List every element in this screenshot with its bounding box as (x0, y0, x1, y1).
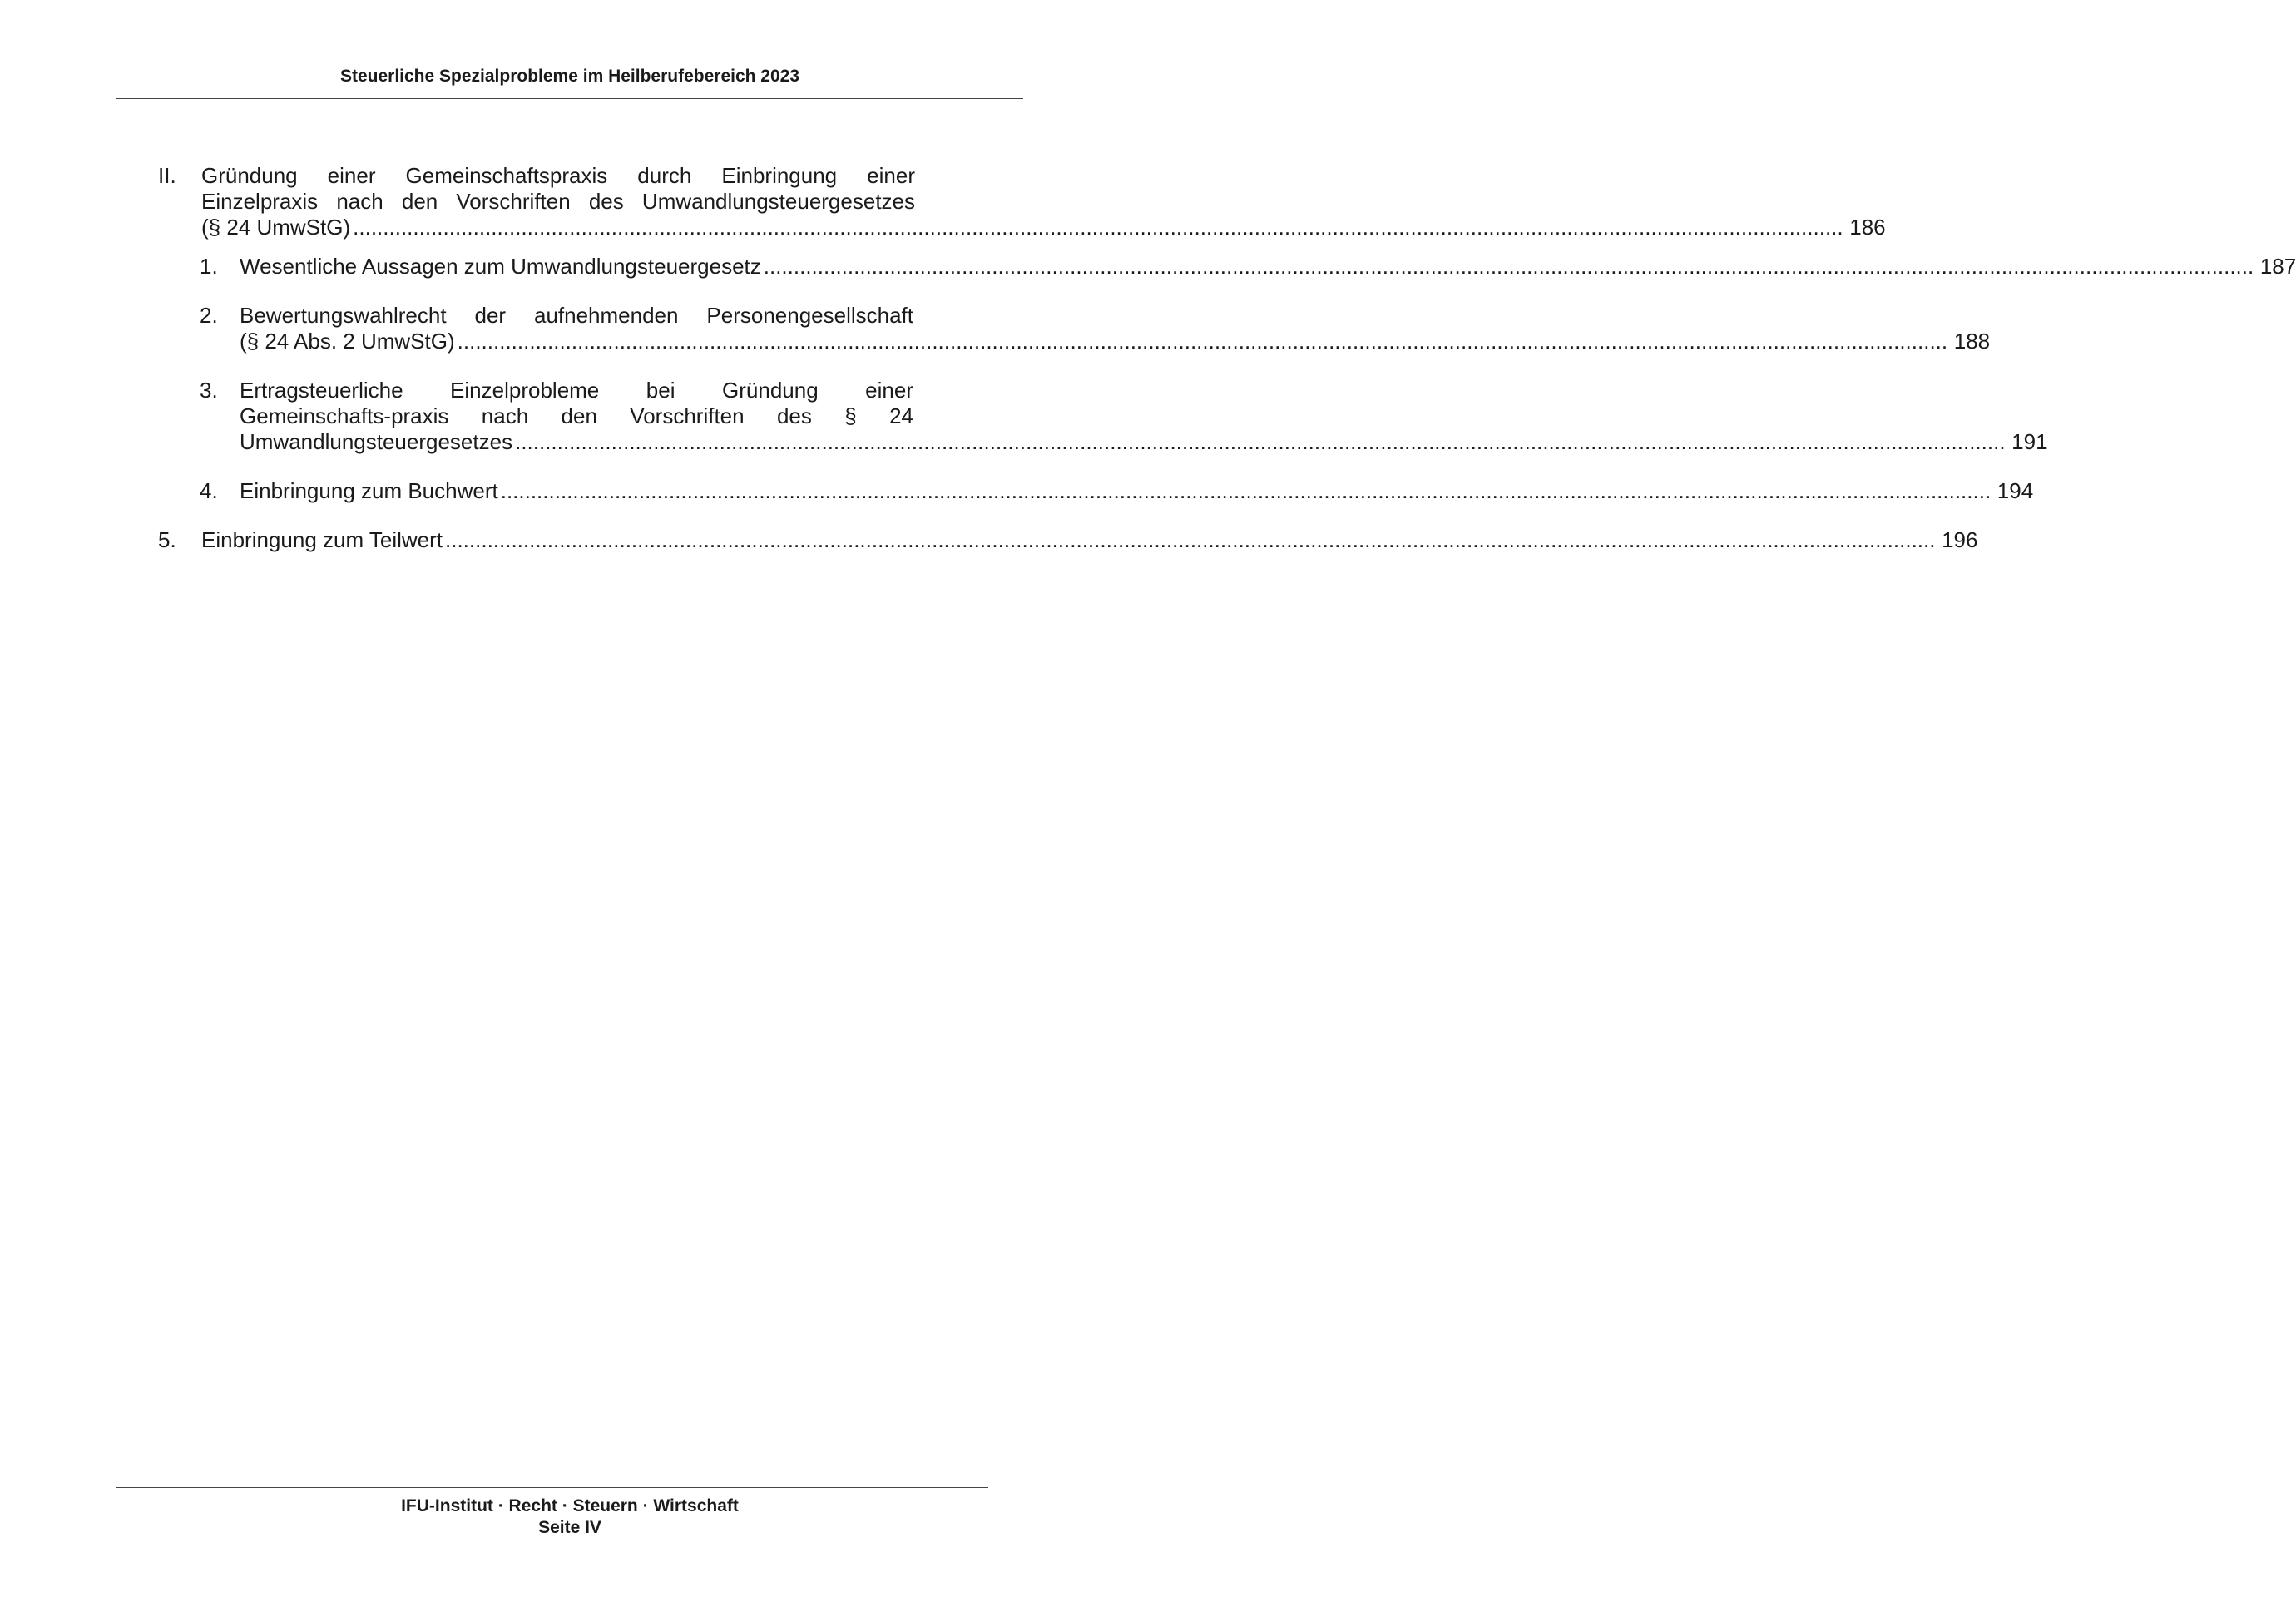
toc-page-number: 186 (1849, 215, 1886, 240)
toc-entry-text: (§ 24 UmwStG) (201, 215, 351, 240)
toc-page-number: 194 (1997, 478, 2034, 503)
toc-page-number: 187 (2259, 254, 2296, 279)
toc-entry-text: Gründung einer Gemeinschaftspraxis durch Einbringung einer (201, 163, 915, 188)
toc-entry-number: 4. (200, 478, 218, 503)
toc-entry-number: 2. (200, 303, 218, 328)
dot-leader (764, 254, 2254, 279)
dot-leader (445, 527, 1935, 553)
dot-leader (501, 478, 1991, 504)
header-rule (116, 98, 1023, 99)
toc-entry-2[interactable] (158, 303, 1991, 354)
dot-leader (515, 429, 2005, 455)
toc-entry-text: Einbringung zum Buchwert (240, 478, 498, 503)
running-header: Steuerliche Spezialprobleme im Heilberufebereich 2023 (339, 67, 800, 86)
toc-entry-text: Umwandlungsteuergesetzes (240, 429, 513, 454)
toc-entry-number: 1. (200, 254, 218, 279)
footer-institute: IFU-Institut · Recht · Steuern · Wirtschaft (401, 1496, 739, 1515)
toc-entry-number: II. (158, 163, 176, 188)
toc-entry-number: 3. (200, 378, 218, 403)
dot-leader (353, 215, 1843, 240)
toc-entry-text: Gemeinschafts-praxis nach den Vorschriften des § 24 (240, 403, 913, 428)
toc-entry-1[interactable] (158, 254, 2296, 279)
toc-page-number: 191 (2011, 429, 2048, 454)
toc-entry-ii[interactable] (158, 163, 1886, 240)
toc-page-number: 196 (1942, 527, 1978, 552)
footer-rule (116, 1487, 988, 1488)
toc-entry-text: Einbringung zum Teilwert (201, 527, 443, 552)
toc-entry-3[interactable] (158, 378, 2048, 455)
toc-entry-text: Ertragsteuerliche Einzelprobleme bei Gründung einer (240, 378, 913, 403)
dot-leader (458, 329, 1947, 354)
running-footer (116, 1496, 1023, 1539)
toc-entry-text: Bewertungswahlrecht der aufnehmenden Personengesellschaft (240, 303, 913, 328)
table-of-contents (158, 163, 2296, 553)
toc-entry-text: Einzelpraxis nach den Vorschriften des Umwandlungsteuergesetzes (201, 189, 915, 214)
toc-entry-4[interactable] (158, 478, 2034, 504)
toc-entry-number: 5. (158, 527, 176, 552)
toc-page-number: 188 (1953, 329, 1991, 354)
toc-entry-text: Wesentliche Aussagen zum Umwandlungsteuergesetz (240, 254, 761, 279)
toc-entry-5[interactable] (158, 527, 1978, 553)
toc-entry-text: (§ 24 Abs. 2 UmwStG) (240, 329, 455, 354)
footer-page-label: Seite IV (538, 1518, 601, 1537)
